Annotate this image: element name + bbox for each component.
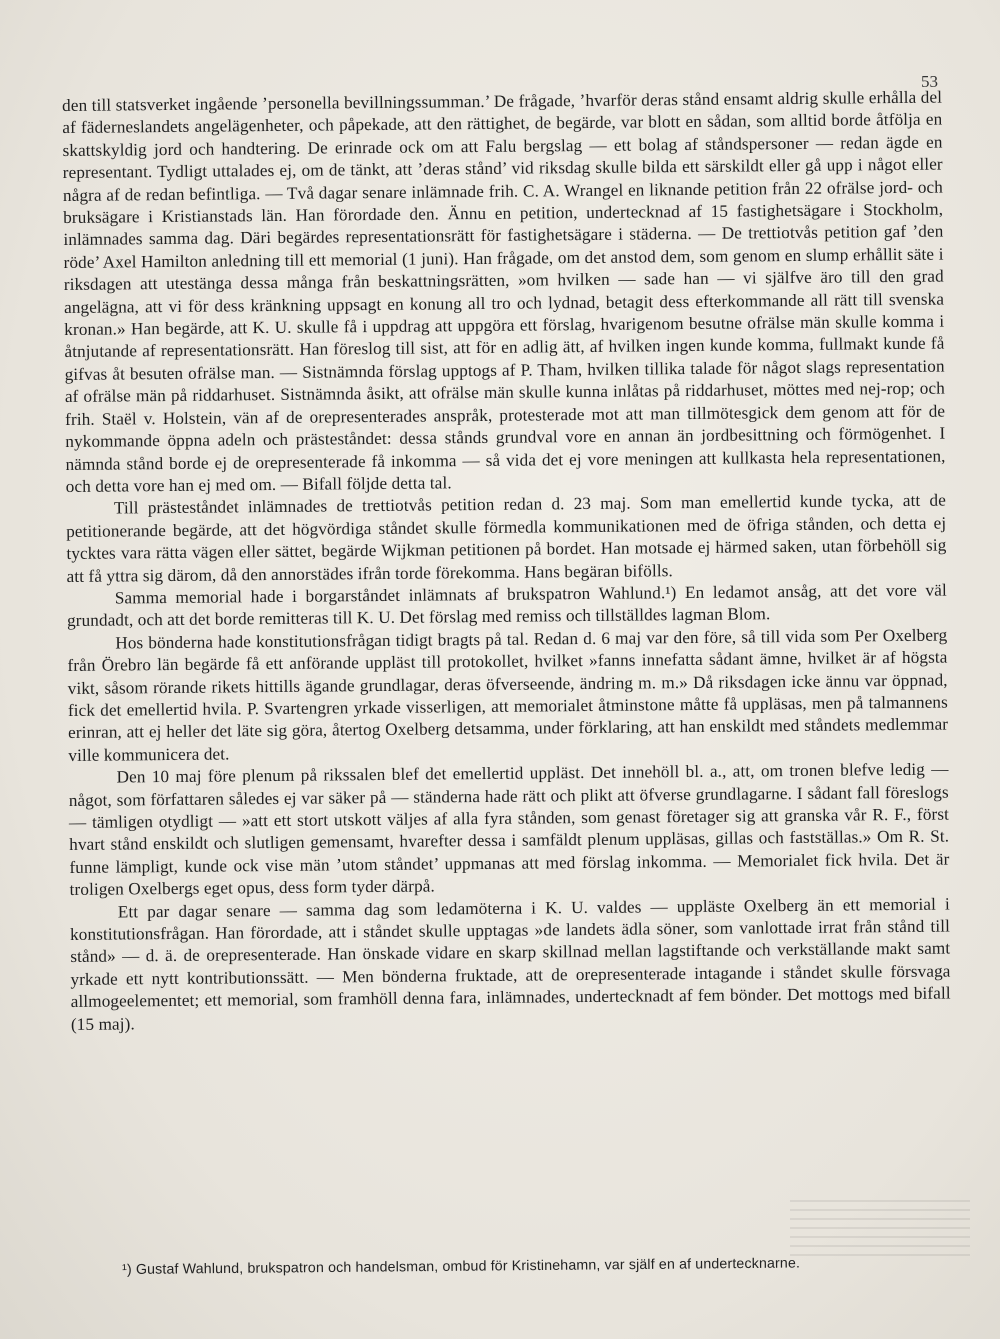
paragraph: Till prästeståndet inlämnades de trettiotvås petition redan d. 23 maj. Som man emellertid kunde tycka, att de petitionerande begärde, att det högvördiga ståndet skulle förmedla kommunikationen med de öfriga stånden, och detta ej tycktes vara rätta vägen eller sättet, begärde Wijkman petitionen på bordet. Han motsade ej härmed saken, utan förbehöll sig att få yttra sig därom, då den annorstädes ifrån torde förekomma. Hans begäran bifölls.	[66, 490, 947, 586]
footnote-marker: ¹)	[122, 1261, 132, 1278]
footnote	[122, 1254, 947, 1278]
paragraph: Ett par dagar senare — samma dag som ledamöterna i K. U. valdes — uppläste Oxelberg än ett memorial i konstitutionsfrågan. Han förordade, att i ståndet skulle upptagas »de landets ädla söner, som vanlottade irrat från stånd till stånd» — d. ä. de orepresenterade. Han önskade vidare en skarp skillnad mellan lagstiftande och verkställande makt samt yrkade ett nytt kontributionssätt. — Men bönderna fruktade, att de orepresenterade intagande i ståndet skulle försvaga allmogeelementet; ett memorial, som framhöll denna fara, inlämnades, undertecknadt af fem bönder. Det mottogs med bifall (15 maj).	[69, 894, 951, 1034]
body-text	[62, 87, 951, 1036]
show-through-artifact	[790, 1200, 970, 1260]
paragraph: Den 10 maj före plenum på rikssalen blef det emellertid uppläst. Det innehöll bl. a., att, om tronen blefve ledig — något, som författaren således ej var säker på — ständerna hade rätt och plikt att öfverse grundlagarne. I sådant fall föreslogs — tämligen otydligt — »att ett stort utskott väljes af alla fyra stånden, som genast företager sig att granska vår R. F., först hvart stånd enskildt och slutligen gemensamt, hvarefter dessa i samfäldt plenum uppläsas, gillas och fastställas.» Om R. St. funne lämpligt, kunde ock vise män ’utom ståndet’ uppmanas att med förslag inkomma. — Memorialet fick hvila. Det är troligen Oxelbergs eget opus, dess form tyder därpå.	[68, 759, 950, 900]
page-number: 53	[921, 72, 938, 91]
paragraph: den till statsverket ingående ’personella bevillningssumman.’ De frågade, ’hvarför deras stånd ensamt aldrig skulle erhålla del af fäderneslandets angelägenheter, och påpekade, att den rättighet, de begärde, var blott en sådan, som alltid borde åtfölja en skattskyldig jord och handtering. De erinrade ock om att Falu bergslag — ett bolag af ståndspersoner — redan ägde en representant. Tydligt uttalades ej, om de tänkt, att ’deras stånd’ vid riksdag skulle bilda ett särskildt eller gå upp i något eller några af de redan befintliga. — Två dagar senare inlämnade frih. C. A. Wrangel en liknande petition från 22 ofrälse jord- och bruksägare i Kristianstads län. Han förordade den. Ännu en petition, undertecknad af 15 fastighetsägare i Stockholm, inlämnades samma dag. Däri begärdes representationsrätt för fastighetsägare i städerna. — De trettiotvås petition gaf ’den röde’ Axel Hamilton anledning till ett memorial (1 juni). Han frågade, om det anstod dem, som genom en slump erhållit säte i riksdagen att utestänga dessa många från beskattningsrätten, »om hvilken — sade han — vi själfve äro till den grad angelägna, att vi för dess kränkning uppsagt en konung all tro och lydnad, betagit dess efterkommande all rätt till svenska kronan.» Han begärde, att K. U. skulle få i uppdrag att uppgöra ett förslag, hvarigenom besutne ofrälse män skulle komma i åtnjutande af representationsrätt. Han föreslog till sist, att för en adlig ätt, af hvilken ingen kunde komma, fullmakt kunde få gifvas åt besuten ofrälse man. — Sistnämnda förslag upptogs af P. Tham, hvilken tillika talade för något slags representation af ofrälse män på riddarhuset. Sistnämnda åsikt, att ofrälse män skulle kunna inlåtas på riddarhuset, möttes med nej-rop; och frih. Staël v. Holstein, vän af de orepresenterades anspråk, protesterade mot att man tillmötesgick dem genom att för de nykommande öppna adeln och prästeståndet: dessa stånds grundval vore en annan än jordbesittning och förmögenhet. I nämnda stånd borde ej de orepresenterade få inkomma — så vida det ej vore meningen att kullkasta hela representationen, och detta vore han ej med om. — Bifall följde detta tal.	[62, 87, 946, 496]
footnote-text: Gustaf Wahlund, brukspatron och handelsman, ombud för Kristinehamn, var själf en af undertecknarne.	[135, 1255, 801, 1278]
paragraph: Hos bönderna hade konstitutionsfrågan tidigt bragts på tal. Redan d. 6 maj var den före, så till vida som Per Oxelberg från Örebro län begärde få ett anförande uppläst till protokollet, hvilket »fanns innefatta sådant ämne, hvilket är af högsta vikt, såsom rörande rikets hittills ägande grundlagar, deras öfverseende, ändring m. m.» Då riksdagen icke ännu var öppnad, fick det emellertid hvila. P. Svartengren yrkade visserligen, att memorialet åtminstone måtte få uppläsas, men på talmannens erinran, att ej heller det läte sig göra, återtog Oxelberg detsamma, under förklaring, att han enskildt med ståndets medlemmar ville kommunicera det.	[67, 625, 949, 765]
paragraph: Samma memorial hade i borgarståndet inlämnats af brukspatron Wahlund.¹) En ledamot ansåg, att det vore väl grundadt, och att det borde remitteras till K. U. Det förslag med remiss och tillställdes lagman Blom.	[66, 580, 947, 631]
